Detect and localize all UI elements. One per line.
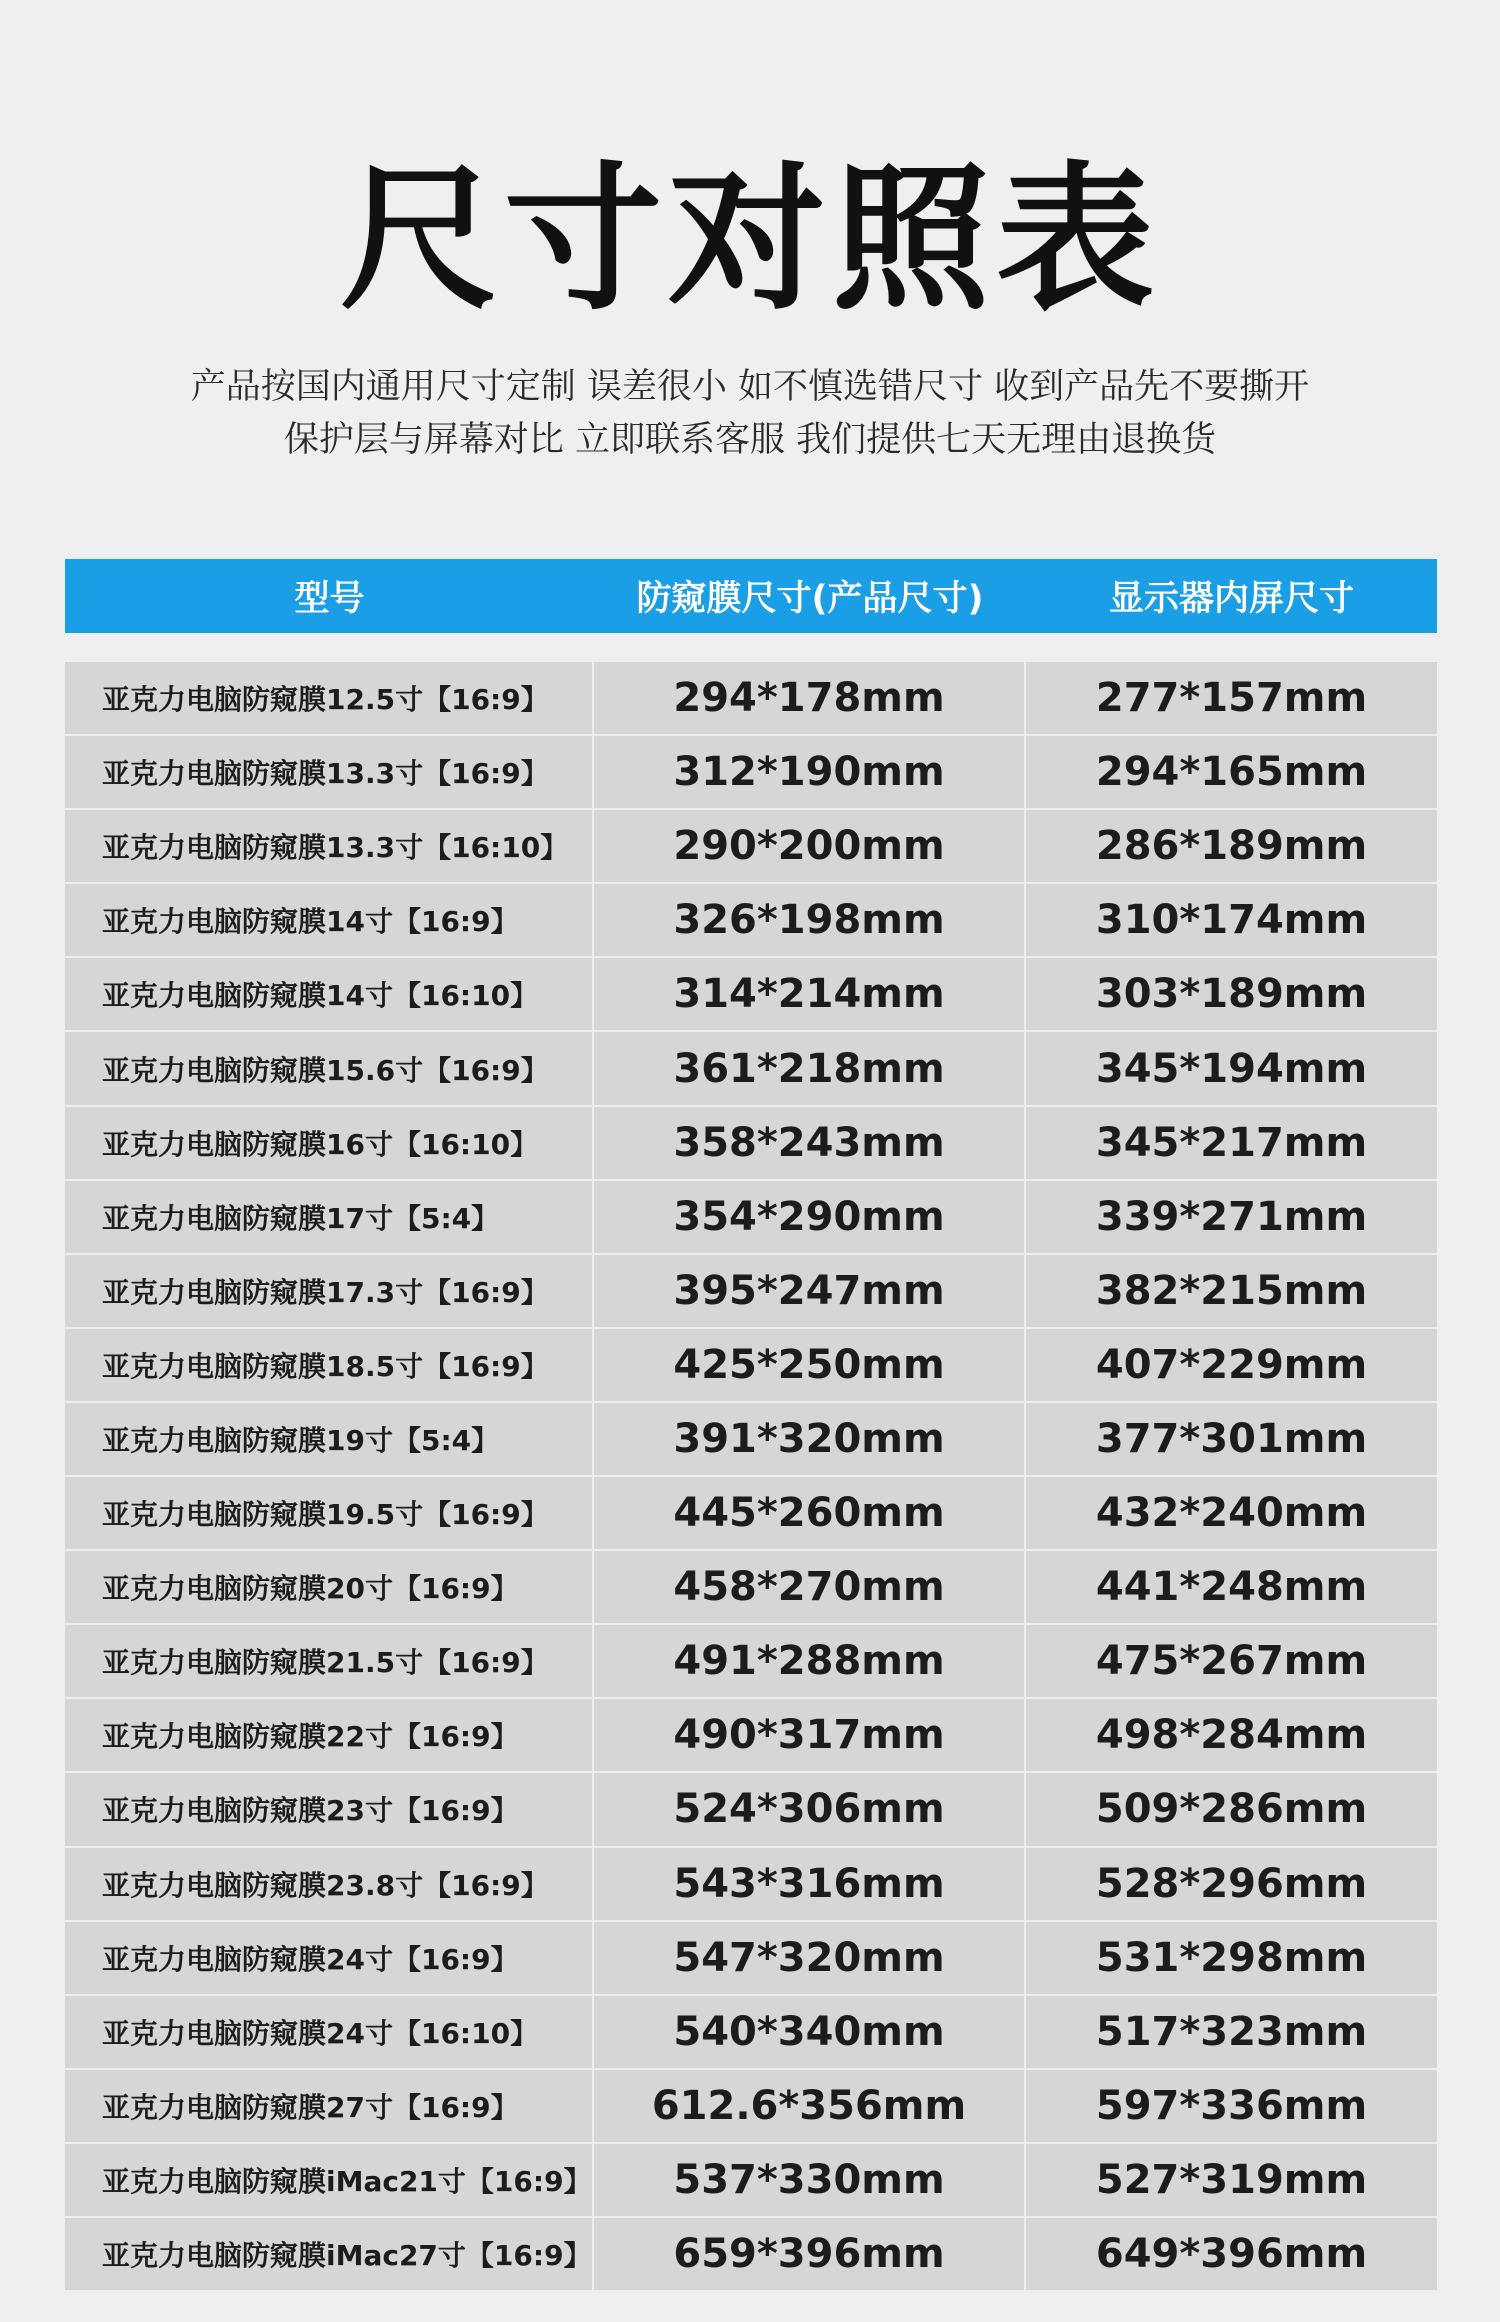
page-title: 尺寸对照表 (340, 148, 1160, 332)
cell-model: 亚克力电脑防窥膜14寸【16:10】 (65, 958, 594, 1030)
cell-film-size: 490*317mm (594, 1699, 1026, 1771)
table-row (65, 958, 1437, 1032)
cell-film-size: 354*290mm (594, 1181, 1026, 1253)
table-row (65, 2218, 1437, 2292)
cell-screen-size: 310*174mm (1026, 884, 1437, 956)
table-row (65, 884, 1437, 958)
cell-film-size: 491*288mm (594, 1625, 1026, 1697)
cell-film-size: 395*247mm (594, 1255, 1026, 1327)
cell-model: 亚克力电脑防窥膜15.6寸【16:9】 (65, 1032, 594, 1104)
cell-model: 亚克力电脑防窥膜23寸【16:9】 (65, 1773, 594, 1845)
cell-screen-size: 294*165mm (1026, 736, 1437, 808)
table-row (65, 1181, 1437, 1255)
cell-model: 亚克力电脑防窥膜14寸【16:9】 (65, 884, 594, 956)
cell-screen-size: 377*301mm (1026, 1403, 1437, 1475)
cell-screen-size: 407*229mm (1026, 1329, 1437, 1401)
subtitle-line-2: 保护层与屏幕对比 立即联系客服 我们提供七天无理由退换货 (283, 420, 1217, 460)
table-header (65, 559, 1437, 633)
cell-model: 亚克力电脑防窥膜iMac27寸【16:9】 (65, 2218, 594, 2290)
cell-model: 亚克力电脑防窥膜20寸【16:9】 (65, 1551, 594, 1623)
cell-screen-size: 441*248mm (1026, 1551, 1437, 1623)
cell-film-size: 659*396mm (594, 2218, 1026, 2290)
cell-screen-size: 527*319mm (1026, 2144, 1437, 2216)
table-row (65, 810, 1437, 884)
subtitle-line-1: 产品按国内通用尺寸定制 误差很小 如不慎选错尺寸 收到产品先不要撕开 (190, 367, 1310, 407)
table-row (65, 1032, 1437, 1106)
cell-film-size: 314*214mm (594, 958, 1026, 1030)
cell-film-size: 290*200mm (594, 810, 1026, 882)
table-row (65, 1329, 1437, 1403)
cell-film-size: 361*218mm (594, 1032, 1026, 1104)
cell-model: 亚克力电脑防窥膜21.5寸【16:9】 (65, 1625, 594, 1697)
cell-film-size: 537*330mm (594, 2144, 1026, 2216)
cell-film-size: 425*250mm (594, 1329, 1026, 1401)
cell-screen-size: 277*157mm (1026, 662, 1437, 734)
cell-model: 亚克力电脑防窥膜23.8寸【16:9】 (65, 1848, 594, 1920)
size-table-body (65, 662, 1437, 2292)
cell-screen-size: 345*217mm (1026, 1107, 1437, 1179)
cell-screen-size: 303*189mm (1026, 958, 1437, 1030)
cell-screen-size: 475*267mm (1026, 1625, 1437, 1697)
cell-film-size: 543*316mm (594, 1848, 1026, 1920)
cell-film-size: 547*320mm (594, 1922, 1026, 1994)
cell-film-size: 524*306mm (594, 1773, 1026, 1845)
cell-film-size: 540*340mm (594, 1996, 1026, 2068)
cell-model: 亚克力电脑防窥膜16寸【16:10】 (65, 1107, 594, 1179)
cell-model: 亚克力电脑防窥膜12.5寸【16:9】 (65, 662, 594, 734)
table-row (65, 1551, 1437, 1625)
cell-model: 亚克力电脑防窥膜18.5寸【16:9】 (65, 1329, 594, 1401)
cell-model: 亚克力电脑防窥膜17.3寸【16:9】 (65, 1255, 594, 1327)
header-model: 型号 (294, 579, 365, 619)
cell-screen-size: 339*271mm (1026, 1181, 1437, 1253)
table-row (65, 1403, 1437, 1477)
cell-film-size: 358*243mm (594, 1107, 1026, 1179)
cell-film-size: 458*270mm (594, 1551, 1026, 1623)
table-row (65, 1996, 1437, 2070)
cell-film-size: 612.6*356mm (594, 2070, 1026, 2142)
cell-model: 亚克力电脑防窥膜19寸【5:4】 (65, 1403, 594, 1475)
table-row (65, 662, 1437, 736)
cell-film-size: 391*320mm (594, 1403, 1026, 1475)
cell-model: 亚克力电脑防窥膜13.3寸【16:10】 (65, 810, 594, 882)
cell-film-size: 294*178mm (594, 662, 1026, 734)
cell-screen-size: 345*194mm (1026, 1032, 1437, 1104)
table-row (65, 1773, 1437, 1847)
cell-model: 亚克力电脑防窥膜19.5寸【16:9】 (65, 1477, 594, 1549)
table-row (65, 1255, 1437, 1329)
cell-screen-size: 528*296mm (1026, 1848, 1437, 1920)
table-row (65, 1107, 1437, 1181)
table-row (65, 2070, 1437, 2144)
cell-screen-size: 432*240mm (1026, 1477, 1437, 1549)
cell-model: 亚克力电脑防窥膜iMac21寸【16:9】 (65, 2144, 594, 2216)
cell-model: 亚克力电脑防窥膜27寸【16:9】 (65, 2070, 594, 2142)
cell-screen-size: 286*189mm (1026, 810, 1437, 882)
cell-film-size: 312*190mm (594, 736, 1026, 808)
cell-screen-size: 531*298mm (1026, 1922, 1437, 1994)
table-row (65, 1625, 1437, 1699)
cell-screen-size: 382*215mm (1026, 1255, 1437, 1327)
header-screen-size: 显示器内屏尺寸 (1108, 579, 1354, 619)
table-row (65, 736, 1437, 810)
cell-film-size: 326*198mm (594, 884, 1026, 956)
table-row (65, 1477, 1437, 1551)
table-row (65, 1848, 1437, 1922)
cell-model: 亚克力电脑防窥膜17寸【5:4】 (65, 1181, 594, 1253)
cell-screen-size: 517*323mm (1026, 1996, 1437, 2068)
cell-screen-size: 498*284mm (1026, 1699, 1437, 1771)
header-film-size: 防窥膜尺寸(产品尺寸) (636, 579, 984, 619)
cell-model: 亚克力电脑防窥膜22寸【16:9】 (65, 1699, 594, 1771)
cell-model: 亚克力电脑防窥膜24寸【16:9】 (65, 1922, 594, 1994)
cell-model: 亚克力电脑防窥膜13.3寸【16:9】 (65, 736, 594, 808)
cell-screen-size: 509*286mm (1026, 1773, 1437, 1845)
cell-screen-size: 649*396mm (1026, 2218, 1437, 2290)
table-row (65, 2144, 1437, 2218)
cell-screen-size: 597*336mm (1026, 2070, 1437, 2142)
table-row (65, 1699, 1437, 1773)
cell-model: 亚克力电脑防窥膜24寸【16:10】 (65, 1996, 594, 2068)
table-row (65, 1922, 1437, 1996)
cell-film-size: 445*260mm (594, 1477, 1026, 1549)
